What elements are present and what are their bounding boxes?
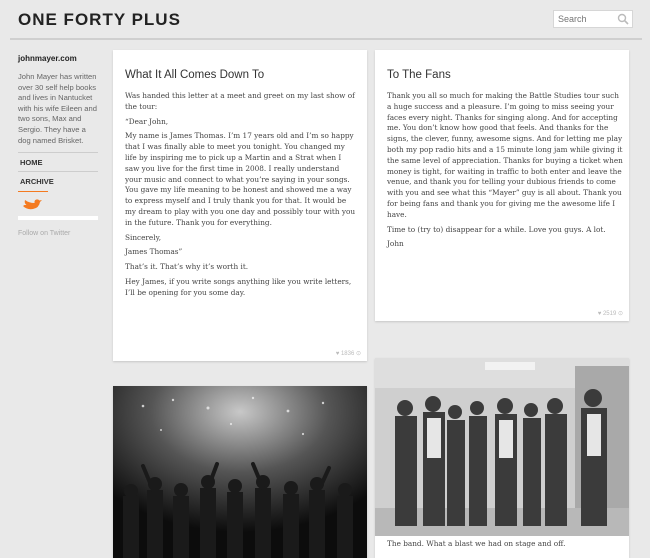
band-photo[interactable] [375, 358, 629, 536]
search-icon[interactable] [617, 13, 629, 25]
post-paragraph: My name is James Thomas. I’m 17 years old and I’m so happy that I was finally able to meet you tonight. You changed my life by inspiring me to pick up a Martin and a Strat when I saw you live for the first time in 2008. I really understand your music and connect to what you’re saying in your songs. You gave my life meaning to be honest and showed me a way to express myself and I truly thank you for that. It would be my dream to play with you one day and possibly tour with you in the future. Thank you for everything. [125, 131, 356, 227]
header [0, 0, 650, 42]
post-notes-count: 2519 [602, 311, 617, 317]
post-card [113, 50, 367, 361]
nav-home-link[interactable]: HOME [20, 158, 43, 168]
post-title[interactable]: To The Fans [387, 69, 451, 81]
photo-post[interactable] [375, 358, 629, 558]
search-box[interactable] [553, 10, 633, 28]
crowd-photo[interactable] [113, 386, 367, 558]
follow-on-twitter-link[interactable]: Follow on Twitter [18, 230, 71, 238]
post-notes-count: 1836 [340, 351, 355, 357]
site-title[interactable]: ONE FORTY PLUS [18, 10, 181, 29]
search-input[interactable] [554, 11, 616, 27]
nav-archive-link[interactable]: ARCHIVE [20, 177, 54, 187]
post-paragraph: John [387, 239, 404, 249]
twitter-bird-icon[interactable] [21, 198, 43, 212]
sidebar-title[interactable]: johnmayer.com [18, 54, 77, 63]
accent-rule [18, 191, 48, 192]
post-paragraph: Sincerely, [125, 232, 162, 242]
post-paragraph: “Dear John, [125, 116, 169, 126]
post-title[interactable]: What It All Comes Down To [125, 69, 265, 81]
post-paragraph: That’s it. That’s why it’s worth it. [125, 262, 249, 272]
photo-caption: The band. What a blast we had on stage and off. [387, 539, 566, 548]
sidebar-bio: John Mayer has written over 30 self help books and lives in Nantucket with his wife Eileen and two sons, Max and Sergio. They have a dog named Brisket. [18, 72, 97, 145]
post-paragraph: Hey James, if you write songs anything like you write letters, I’ll be opening for you some day. [125, 276, 352, 297]
header-divider [10, 38, 642, 40]
post-paragraph: Time to (try to) disappear for a while. Love you guys. A lot. [387, 224, 606, 234]
post-body [387, 91, 623, 254]
twitter-widget-bar [18, 216, 98, 220]
photo-post[interactable] [113, 386, 367, 558]
post-body [125, 91, 357, 303]
post-card [375, 50, 629, 321]
post-paragraph: Thank you all so much for making the Battle Studies tour such a huge success and a pleasure. I’m going to miss seeing your faces every night. Thanks for singing along. And for accepting me. You don’t know how good that feels. And thanks for the signs, the clever, funny, awesome signs. And for letting me play both my pop radio hits and a 15 minute long jam while giving it the same level of appreciation. Thanks for buying a ticket when money is tight, for waiting in traffic to both enter and leave the venue, and thank you for telling your dubious friends to come with you and see what this “Mayer” guy is all about. Thank you for being fans and thank you for giving me the awesome life I have. [387, 91, 623, 219]
post-notes[interactable]: ♥ 1836 ⊙ [335, 351, 361, 357]
post-notes[interactable]: ♥ 2519 ⊙ [597, 311, 623, 317]
sidebar [18, 50, 98, 237]
post-paragraph: James Thomas” [125, 247, 183, 257]
post-paragraph: Was handed this letter at a meet and greet on my last show of the tour: [125, 91, 355, 111]
